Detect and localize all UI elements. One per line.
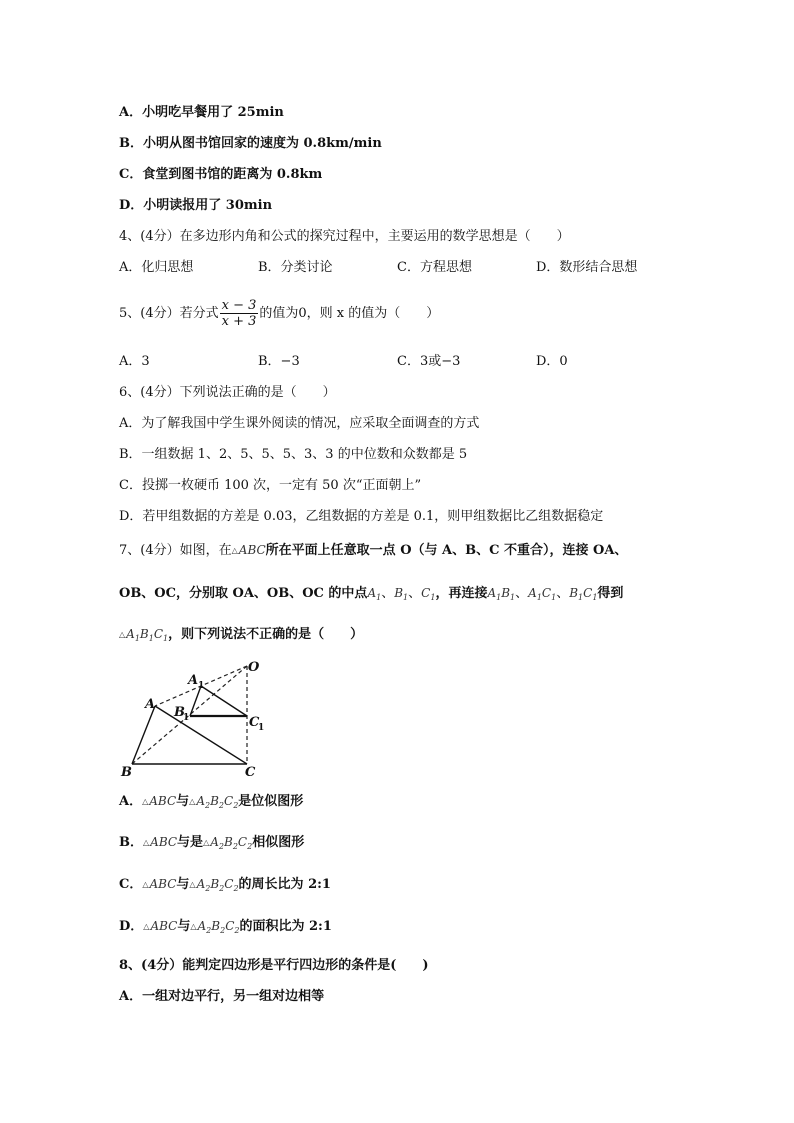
q5-option-b: B．−3 <box>258 354 300 369</box>
q4-option-d: D．数形结合思想 <box>536 260 638 275</box>
q5-stem-prefix: 5、(4分）若分式 <box>119 306 219 321</box>
triangle-icon: △ <box>190 922 197 931</box>
q7-option-a: A．△ABC与$\triangle A_2B_2C_2$是位似图形 <box>119 794 304 810</box>
triangle-icon: △ <box>143 922 150 931</box>
q7-line2-prefix: OB、OC，分别取 OA、OB、OC 的中点 <box>119 586 368 601</box>
q7-option-c: C．△ABC与$\triangle A_2B_2C_2$的周长比为 2:1 <box>119 877 331 893</box>
q7-geometry-figure <box>115 658 265 778</box>
q3-option-c: C．食堂到图书馆的距离为 0.8km <box>119 167 323 182</box>
q7-option-d: D．△ABC与$\triangle A_2B_2C_2$的面积比为 2:1 <box>119 919 332 935</box>
label-c: C <box>245 765 256 778</box>
q7-line1-prefix: 7、(4分）如图，在 <box>119 543 232 558</box>
q7-line2-suffix: 得到 <box>597 586 624 601</box>
q7-line2-mid: ，再连接 <box>435 586 488 601</box>
label-o: O <box>248 660 260 675</box>
label-b: B <box>121 765 132 778</box>
q5-option-c: C．3或−3 <box>397 354 461 369</box>
label-c1: C <box>249 715 260 730</box>
q6-option-d: D．若甲组数据的方差是 0.03，乙组数据的方差是 0.1，则甲组数据比乙组数据稳定 <box>119 509 604 524</box>
q5-denominator: x + 3 <box>221 314 257 329</box>
q7-line3-suffix: ，则下列说法不正确的是（ ） <box>168 627 364 642</box>
q5-option-a: A．3 <box>119 354 150 369</box>
label-a1-sub: 1 <box>198 681 205 691</box>
side-a1c1 <box>201 686 247 716</box>
q4-option-b: B．分类讨论 <box>258 260 333 275</box>
label-a: A <box>145 697 156 712</box>
segment-a1b1: $A_1B_1$ <box>487 586 516 602</box>
side-ab <box>132 706 155 764</box>
triangle-icon: △ <box>231 546 238 555</box>
midpoint-a1: $A_1$ <box>367 586 382 602</box>
q6-stem: 6、(4分）下列说法正确的是（ ） <box>119 385 336 400</box>
triangle-icon: △ <box>189 797 196 806</box>
triangle-icon: △ <box>143 838 150 847</box>
q7-stem-line3 <box>119 626 363 647</box>
label-b1: B <box>174 705 185 720</box>
q5-stem <box>119 297 439 331</box>
label-a1: A <box>188 673 199 688</box>
q7-stem-line2: OB、OC，分别取 OA、OB、OC 的中点$A_1$、$B_1$、$C_1$，再连接$A_1B_1$、$A_1C_1$、$B_1C_1$得到 <box>119 586 624 602</box>
q7-stem-line1 <box>119 542 627 559</box>
midpoint-b1: $B_1$ <box>394 586 409 602</box>
segment-b1c1: $B_1C_1$ <box>569 586 598 602</box>
triangle-icon: △ <box>203 838 210 847</box>
q5-stem-suffix: 的值为0，则 x 的值为（ ） <box>259 306 440 321</box>
q8-stem: 8、(4分）能判定四边形是平行四边形的条件是( ) <box>119 958 429 973</box>
q4-option-c: C．方程思想 <box>397 260 472 275</box>
q4-stem: 4、(4分）在多边形内角和公式的探究过程中，主要运用的数学思想是（ ） <box>119 229 570 244</box>
q6-option-c: C．投掷一枚硬币 100 次，一定有 50 次“正面朝上” <box>119 478 422 493</box>
triangle-icon: △ <box>142 880 149 889</box>
q5-fraction <box>220 298 259 329</box>
q3-option-a: A．小明吃早餐用了 25min <box>119 105 284 120</box>
segment-a1c1: $A_1C_1$ <box>528 586 557 602</box>
q3-option-d: D．小明读报用了 30min <box>119 198 273 213</box>
q7-line1-suffix: 所在平面上任意取一点 O（与 A、B、C 不重合），连接 OA、 <box>265 543 628 558</box>
q8-option-a: A．一组对边平行，另一组对边相等 <box>119 989 325 1004</box>
midpoint-c1: $C_1$ <box>421 586 436 602</box>
triangle-icon: △ <box>189 880 196 889</box>
triangle-icon: △ <box>119 630 126 639</box>
q3-option-b: B．小明从图书馆回家的速度为 0.8km/min <box>119 136 382 151</box>
q7-option-b: B．△ABC与是$\triangle A_2B_2C_2$相似图形 <box>119 835 305 851</box>
side-ac <box>155 706 247 764</box>
q5-option-d: D．0 <box>536 354 568 369</box>
triangle-icon: △ <box>142 797 149 806</box>
q7-triangle-a1b1c1: $\triangle A_1B_1C_1$ <box>119 627 169 643</box>
q4-option-a: A．化归思想 <box>119 260 194 275</box>
q6-option-b: B．一组数据 1、2、5、5、5、3、3 的中位数和众数都是 5 <box>119 447 468 462</box>
q5-numerator: x − 3 <box>221 298 257 313</box>
label-c1-sub: 1 <box>258 723 265 733</box>
label-b1-sub: 1 <box>183 713 190 723</box>
q7-triangle-abc: △ABC <box>231 543 266 557</box>
q6-option-a: A．为了解我国中学生课外阅读的情况，应采取全面调查的方式 <box>119 416 480 431</box>
